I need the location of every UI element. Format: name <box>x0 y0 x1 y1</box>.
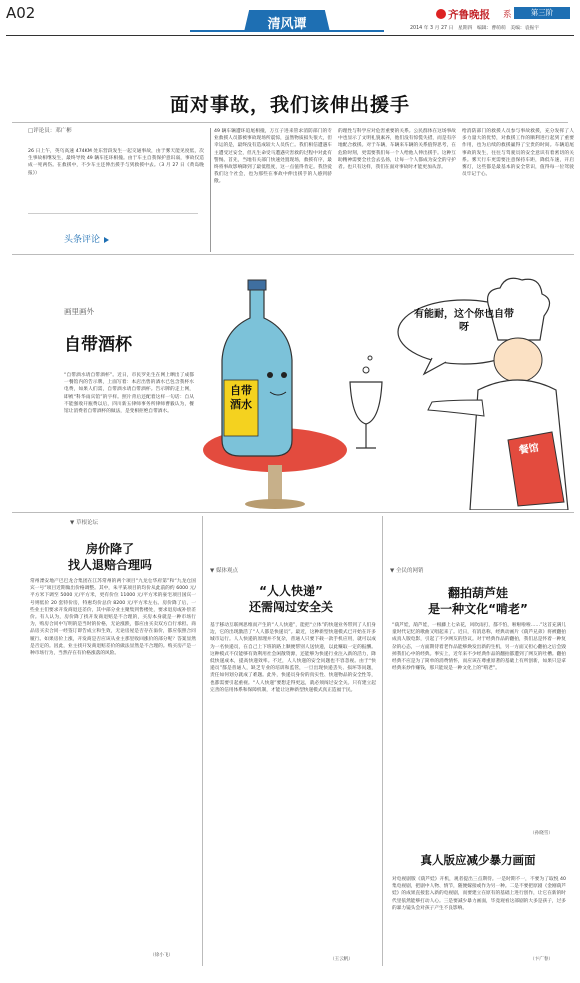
gourd-body: “葫芦娃，葫芦娃，一根藤上七朵花，风吹雨打，都不怕，啦啦啦啦……”这首充满儿童时代记忆的歌曲又唱起来了。近日，有消息称，经典动画片《葫芦兄弟》将被翻拍成真人版电影，引起了不少网友的热议。对于经典作品的翻拍，我们总是怀着一种复杂的心态，一方面期待着老作品能够焕发出新的生机，另一方面又担心翻拍之后会毁掉我们心中的经典。事实上，近年来不少经典作品的翻拍都遭到了网友的吐槽。翻拍经典不应是为了简单的消费情怀，而应该在尊重原著的基础上有所创新，如果只是拿经典来炒作赚钱，那只能说是一种文化上的“啃老”。 <box>392 623 566 672</box>
lead-headline: 面对事故，我们该伸出援手 <box>169 94 410 116</box>
gourd-title-1: 翻拍葫芦娃 <box>447 586 508 600</box>
cartoon-title: 自带酒杯 <box>64 335 132 355</box>
gourd-author-2: （卞广春） <box>530 957 553 962</box>
section-title: 清风谭 <box>267 17 307 32</box>
gourd-tag-text: 全民的网销 <box>395 568 424 574</box>
lead-tag: 头条评论 <box>64 235 101 245</box>
chef-face <box>494 338 542 382</box>
paper-name: 齐鲁晚报 <box>448 9 490 21</box>
bottle-eye-left <box>267 372 273 378</box>
cartoon-tag: 画里画外 <box>64 307 94 316</box>
col-sep-1 <box>202 516 203 966</box>
gourd-title-2: 是一种文化“啃老” <box>428 602 528 616</box>
lead-byline: □评论员：邓广彬 <box>28 128 72 134</box>
table-base <box>245 499 305 509</box>
express-body: 基于移动互联网思维而产生的“人人快递”，能把“立体”的快递业务带到了人们身边，它的出现激活了“人人都是快递员”。最近，这种新型快递模式已开始在许多城市运行。人人快递的原理并不复杂，普通人只要下载一款手机应用，就可以成为一名快递员，在自己上下班的路上顺便帮别人送快递，以此赚取一定的报酬。这种模式不仅能够有效利用社会闲散资源，还能够为快递行业注入新的活力，降低快递成本，提高快递效率。不过，人人快递的安全问题也不容忽视。由于“快递员”都是普通人，缺乏专业的培训和监管，一旦出现快递丢失、损坏等问题，责任如何划分就成了难题。此外，快递员身份的真实性、快递物品的安全性等，也都需要引起重视。“人人快递”要想走得更远，就必须闯过安全关。只有建立起完善的信用体系和保障机制，才能让这种新型快递模式真正造福于民。 <box>210 623 376 693</box>
issue-date: 2014 年 3 月 27 日 <box>410 26 454 31</box>
thought-dot-2 <box>368 356 372 360</box>
apron-text: 餐馆 <box>518 442 540 457</box>
table-stem <box>268 465 282 503</box>
wine-glass <box>350 382 382 424</box>
designer-credit: 美编：袁振宇 <box>510 26 540 31</box>
house-author: （徐小飞） <box>150 953 173 958</box>
paper-suffix: 系 <box>503 10 512 20</box>
lead-col-sep-1 <box>210 128 211 252</box>
express-author: （王云帆） <box>330 957 353 962</box>
paper-logo-icon <box>436 9 446 19</box>
col-sep-2 <box>382 516 383 966</box>
lead-col-3: 的理性与科学应对危害重要的关系。公民群体在这场事故中也显示了文明礼貌素养，他们没有惊慌失措，而是有序地配合救援。对于车辆，车辆来车辆的关系值得思考，在危险时刻，更需要我们每一个人给他人伸出援手。这种互助精神需要全社会去弘扬，让每一个人都成为安全的守护者。也只有这样，我们在面对事故时才能更加从容。 <box>338 129 456 171</box>
house-tag-text: 草根论坛 <box>75 520 98 526</box>
cartoon-bottom-divider <box>12 512 574 513</box>
header-ad-badge: 第三阶 <box>514 7 570 19</box>
lead-tag-arrow-icon <box>104 237 109 243</box>
express-title-2: 还需闯过安全关 <box>248 600 333 614</box>
header-divider <box>6 35 574 36</box>
issue-weekday: 星期四 <box>457 26 473 31</box>
lead-tag-line <box>28 213 198 214</box>
bottle-eye-right <box>281 372 287 378</box>
page-number: A02 <box>6 4 36 22</box>
speech-text: 有能耐，这个你也自带呀 <box>414 309 514 333</box>
thought-dot-1 <box>363 367 369 373</box>
editor-credit: 编辑：曹萌萌 <box>476 26 506 31</box>
house-body: 常州溧安地产巴巴龙合集团在江苏常州的两个项目“九龙仓华府第”和“九龙仓国宾一号”项目近期做出价格调整。其中，朱平某项目的均价从此前的约 6000 元/平方米下调至 5000 元/平方米，更有价位 11000 元/平方米的豪宅项目国宾一号则低价 20 套特价房，特惠均价总价 8200 元/平方米左右。房价降了后，一些业主们要求开发商退还差价，其中部分业主聚集到售楼处，要求退房或补偿差价。有人认为，房价降了找开发商退赔是不合理的，买房本身就是一种市场行为，购房合同中写明的是当时的价格，无论涨跌，都应由买卖双方自行承担。商品房买卖合同一经签订即告成立和生效，无论房屋是否存在溢价，都应依照合同履行。如果房价上涨，开发商是否应该从业主那里收回涨价的部分呢？答案显然是否定的。因此，业主找开发商退赔差价的做法显然是不合理的。购买房产是一种市场行为，当然存在有价格涨落的风险。 <box>30 579 196 657</box>
chef-pointing-arm <box>428 400 484 416</box>
gourd-title-3: 真人版应减少暴力画面 <box>420 853 536 867</box>
gourd-body-2: 对电视剧版《葫芦娃》开机，观者提出三点期待。一是时期不一，不要为了取悦 40 集电视剧，把剧中人物、情节，随便嫁接或作为另一种。二是不要把原剧《金刚葫芦娃》的成果直接套入新的电视剧，而要建立在原有的基础上进行创作，让它在新的时代里依然能够打动人心。三是要减少暴力画面，毕竟观看这部剧的大多是孩子，过多的暴力镜头会对孩子产生不良影响。 <box>392 877 566 911</box>
cartoon-illustration <box>200 270 576 510</box>
house-title-1: 房价降了 <box>85 542 134 556</box>
express-tag: ▼ 媒体观点 <box>210 568 238 574</box>
lead-col-2: 49 辆车辆遭环追尾相撞，万互子进来管求消防部门的专业救援人员都被事故现场所震惊，虽然物质损失很大，但幸运的是，最终没有造成较大人员伤亡。我们相信遭遇车主遭受过安全，但凡生命受马遭遇灾害救的过程中对此有警惕。首先，当地有关部门快速处置现场，救援有序，最终将事故影响降到了最低程度，这一点值得肯定。我热爱我们这个社会，也为那些在事故中伸出援手的人感到骄傲。 <box>214 129 332 185</box>
lead-divider <box>12 122 568 123</box>
cartoon-caption: “自带酒水请自带酒杯”。近日，市民罗先生在网上晒出了成都一餐馆内的告示牌，上面写着：本店出售的酒水已包含我杯水电费，如果人们需，自带酒水请自带酒杯。告示牌的走上网，即被“科华雨宾馆”的字样。照片背后还配着这样一句话：自从不能强收开瓶费以后，四川新五律师事务所律师曹毅认为，餐馆让消费者自带酒杯的做法，是变相拒绝自带酒水。 <box>64 373 194 415</box>
lead-bottom-divider <box>12 254 574 255</box>
house-title-2: 找人退赔合理吗 <box>67 558 152 572</box>
gourd-author: （孙晓雪） <box>530 831 553 836</box>
bottle-label-text: 自带酒水 <box>230 384 252 411</box>
bottle-cap <box>248 280 266 290</box>
house-tag: ▼ 草根论坛 <box>70 520 98 526</box>
express-title-1: “人人快递” <box>259 584 323 598</box>
lead-intro: 26 日上午，英乌高速 474KM 处东营段发生一起交通事故，由于雾天能见度低，次生事故相继发生，最终导致 49 辆车连环相撞。由于车主自我保护意识弱，事故仅造成一死两伤。在救援中，不少车主还伸出援手与到救援中去。（3 月 27 日《黄岛晚报》） <box>28 149 204 176</box>
lead-col-4: 给消防部门的救援人员参与事故救援，充分发挥了人多力量大的优势，对救援工作的顺利进行起到了重要作用，也为后续的救援赢得了宝贵的时间。车辆追尾事故的发生，往往与驾驶员的安全意识有着密切的关系。雾天行车更需要注意保持车距，降低车速，开启雾灯，这些都是最基本的安全常识，值得每一位驾驶员牢记于心。 <box>462 129 574 178</box>
express-tag-text: 媒体观点 <box>215 568 238 574</box>
gourd-tag: ▼ 全民的网销 <box>390 568 424 574</box>
issue-info <box>410 25 539 32</box>
